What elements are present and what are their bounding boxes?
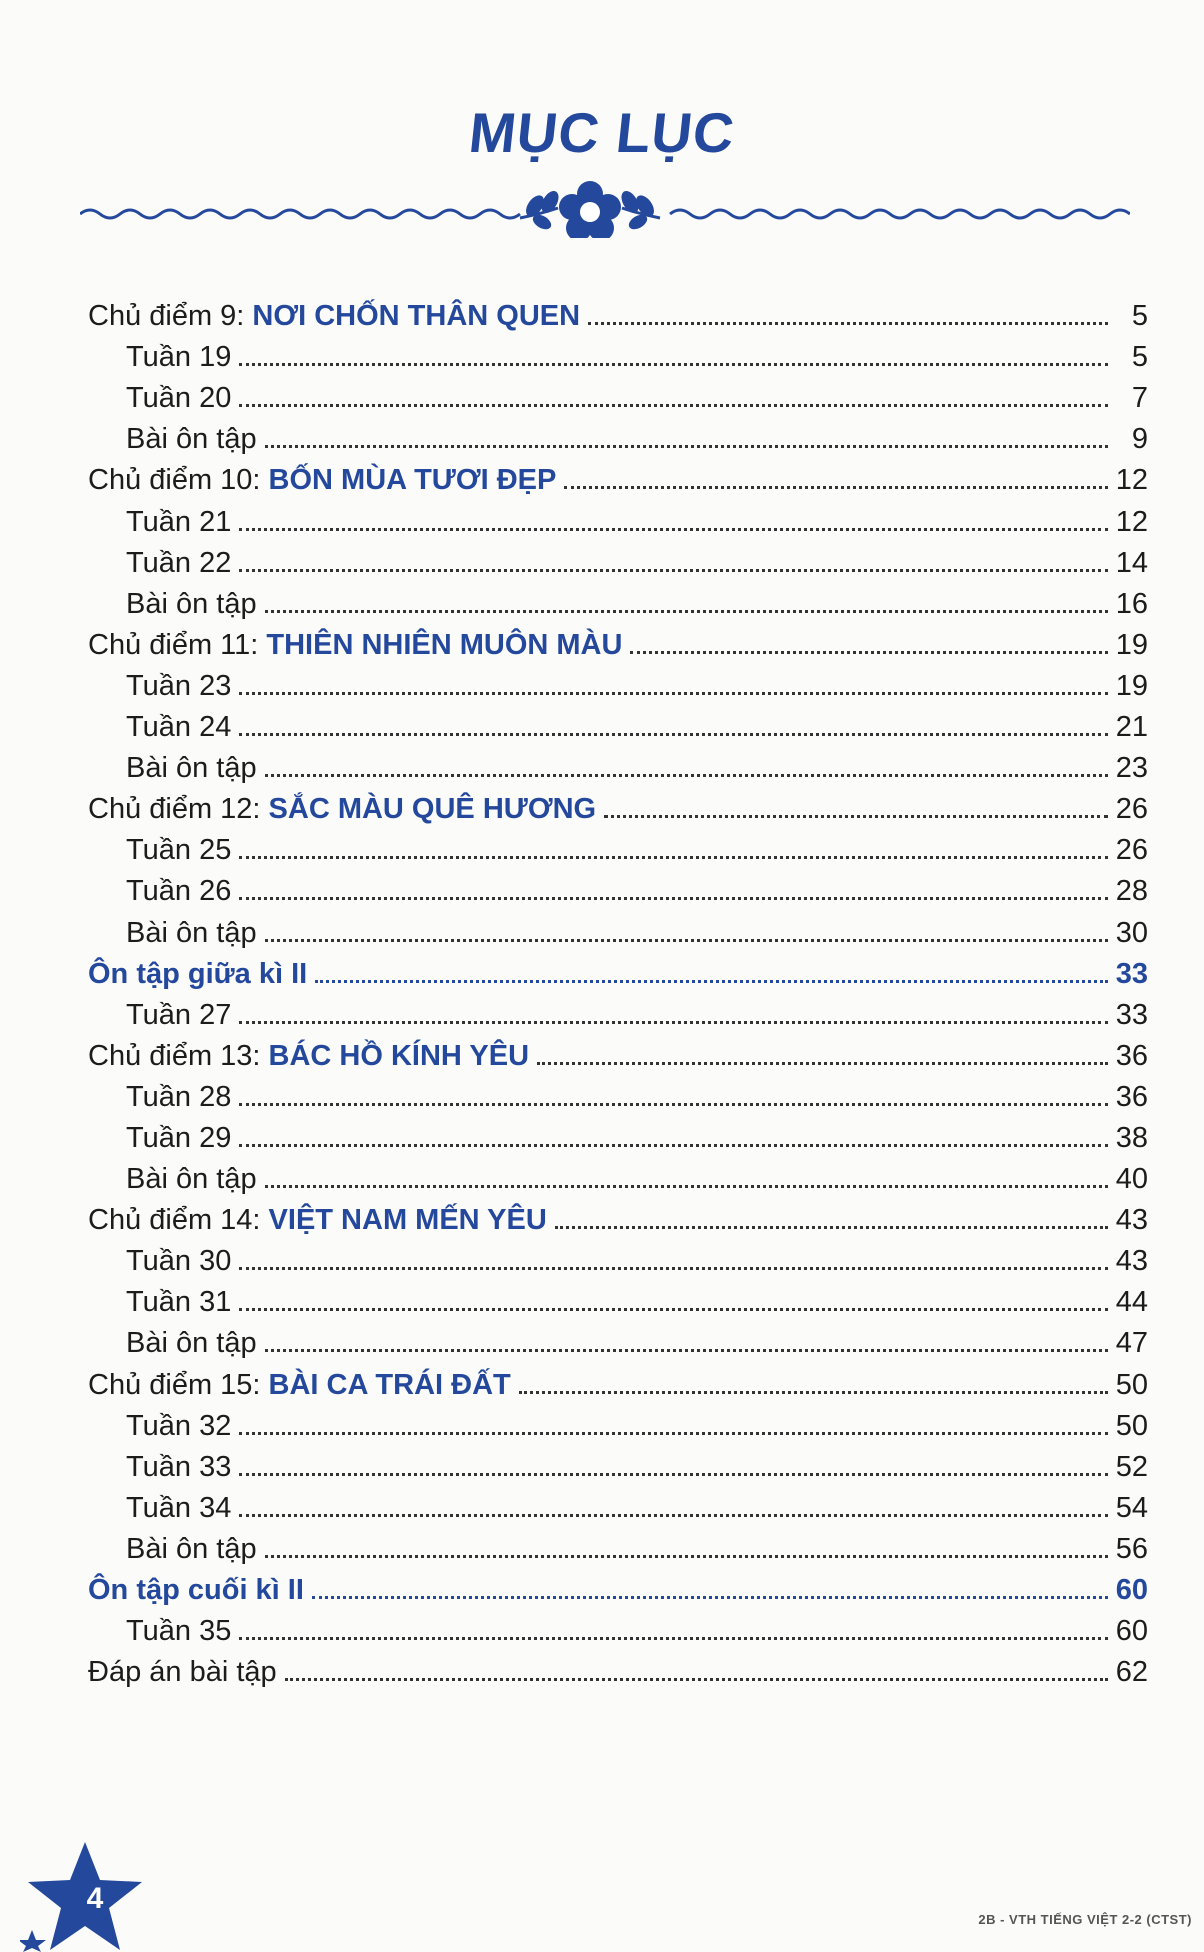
toc-entry[interactable] <box>88 374 1148 415</box>
toc-entry[interactable] <box>88 1237 1148 1278</box>
entry-page-number: 44 <box>1115 1286 1148 1319</box>
dot-leader <box>604 815 1108 818</box>
entry-page-number: 9 <box>1131 423 1148 456</box>
entry-page-number: 16 <box>1115 587 1148 620</box>
toc-entry[interactable] <box>88 539 1148 580</box>
entry-page-number: 62 <box>1115 1656 1148 1689</box>
chapter-topic: VIỆT NAM MẾN YÊU <box>268 1204 547 1237</box>
chapter-label <box>88 1039 529 1073</box>
entry-page-number: 54 <box>1115 1491 1148 1524</box>
entry-page-number: 7 <box>1131 382 1148 415</box>
dot-leader <box>239 1473 1108 1476</box>
toc-entry[interactable] <box>88 867 1148 908</box>
chapter-prefix: Chủ điểm 11: <box>88 628 267 661</box>
dot-leader <box>315 980 1108 983</box>
toc-entry[interactable] <box>88 1278 1148 1319</box>
dot-leader <box>588 322 1108 325</box>
chapter-label <box>88 299 580 333</box>
entry-page-number: 33 <box>1115 998 1148 1031</box>
entry-page-number: 33 <box>1115 957 1148 990</box>
toc-entry[interactable] <box>88 908 1148 949</box>
dot-leader <box>239 1144 1108 1147</box>
dot-leader <box>239 1267 1108 1270</box>
toc-entry[interactable] <box>88 1319 1148 1360</box>
entry-page-number: 60 <box>1115 1574 1148 1606</box>
wavy-line-left <box>80 210 520 218</box>
toc-entry[interactable] <box>88 1443 1148 1484</box>
entry-page-number: 12 <box>1115 464 1148 497</box>
toc-entry[interactable] <box>88 1114 1148 1155</box>
toc-entry[interactable] <box>88 662 1148 703</box>
entry-label: Tuần 26 <box>126 875 232 908</box>
dot-leader <box>265 939 1108 942</box>
toc-entry[interactable] <box>88 415 1148 456</box>
entry-label: Tuần 34 <box>126 1491 232 1524</box>
dot-leader <box>630 651 1108 654</box>
toc-entry[interactable] <box>88 292 1148 333</box>
dot-leader <box>537 1062 1108 1065</box>
dot-leader <box>239 692 1108 695</box>
dot-leader <box>564 486 1108 489</box>
entry-label: Bài ôn tập <box>126 1163 257 1196</box>
toc-entry[interactable] <box>88 1155 1148 1196</box>
entry-page-number: 60 <box>1115 1615 1148 1648</box>
page-title: MỤC LỤC <box>466 101 738 164</box>
entry-page-number: 56 <box>1115 1532 1148 1565</box>
entry-page-number: 38 <box>1115 1121 1148 1154</box>
wavy-line-right <box>670 210 1130 218</box>
dot-leader <box>265 445 1108 448</box>
entry-label: Tuần 35 <box>126 1615 232 1648</box>
chapter-prefix: Chủ điểm 12: <box>88 793 269 826</box>
toc-entry[interactable] <box>88 1607 1148 1648</box>
toc-entry[interactable] <box>88 991 1148 1032</box>
entry-label: Tuần 24 <box>126 711 232 744</box>
entry-page-number: 23 <box>1115 752 1148 785</box>
entry-page-number: 26 <box>1115 834 1148 867</box>
dot-leader <box>555 1226 1108 1229</box>
chapter-label <box>88 792 596 826</box>
entry-page-number: 28 <box>1115 875 1148 908</box>
entry-label: Đáp án bài tập <box>88 1656 277 1689</box>
page-number: 4 <box>86 1882 104 1915</box>
toc-entry[interactable] <box>88 456 1148 497</box>
entry-page-number: 50 <box>1115 1409 1148 1442</box>
toc-entry[interactable] <box>88 621 1148 662</box>
entry-label: Tuần 31 <box>126 1286 232 1319</box>
dot-leader <box>239 404 1108 407</box>
chapter-label <box>88 628 622 662</box>
entry-page-number: 19 <box>1115 669 1148 702</box>
entry-page-number: 30 <box>1115 916 1148 949</box>
chapter-prefix: Chủ điểm 14: <box>88 1204 269 1237</box>
dot-leader <box>239 1514 1108 1517</box>
chapter-prefix: Chủ điểm 9: <box>88 300 253 333</box>
toc-entry[interactable] <box>88 1648 1148 1689</box>
toc-entry[interactable] <box>88 950 1148 991</box>
entry-label: Tuần 28 <box>126 1080 232 1113</box>
entry-label: Bài ôn tập <box>126 1532 257 1565</box>
toc-entry[interactable] <box>88 333 1148 374</box>
chapter-label <box>88 1203 547 1237</box>
entry-page-number: 43 <box>1115 1204 1148 1237</box>
chapter-topic: SẮC MÀU QUÊ HƯƠNG <box>268 793 597 826</box>
footer-book-code: 2B - VTH TIẾNG VIỆT 2-2 (CTST) <box>978 1912 1192 1927</box>
toc-entry[interactable] <box>88 744 1148 785</box>
entry-page-number: 36 <box>1115 1080 1148 1113</box>
leaf-sprig-left-icon <box>520 188 562 232</box>
chapter-topic: BÀI CA TRÁI ĐẤT <box>268 1368 511 1401</box>
entry-label: Tuần 30 <box>126 1245 232 1278</box>
dot-leader <box>239 569 1108 572</box>
chapter-label <box>88 1368 511 1402</box>
chapter-topic: BÁC HỒ KÍNH YÊU <box>268 1039 530 1072</box>
entry-page-number: 50 <box>1115 1368 1148 1401</box>
entry-label: Bài ôn tập <box>126 587 257 620</box>
toc-entry[interactable] <box>88 580 1148 621</box>
entry-page-number: 36 <box>1115 1039 1148 1072</box>
table-of-contents <box>88 292 1148 1689</box>
entry-page-number: 19 <box>1115 628 1148 661</box>
toc-entry[interactable] <box>88 497 1148 538</box>
dot-leader <box>239 528 1108 531</box>
chapter-label <box>88 463 556 497</box>
flower-icon <box>559 181 621 238</box>
entry-page-number: 40 <box>1115 1163 1148 1196</box>
entry-page-number: 47 <box>1115 1327 1148 1360</box>
review-label: Ôn tập cuối kì II <box>88 1574 304 1606</box>
entry-page-number: 14 <box>1115 546 1148 579</box>
chapter-prefix: Chủ điểm 10: <box>88 464 269 497</box>
dot-leader <box>312 1596 1108 1599</box>
entry-label: Bài ôn tập <box>126 423 257 456</box>
dot-leader <box>239 363 1108 366</box>
entry-label: Tuần 33 <box>126 1450 232 1483</box>
entry-label: Bài ôn tập <box>126 752 257 785</box>
entry-page-number: 12 <box>1115 505 1148 538</box>
chapter-topic: THIÊN NHIÊN MUÔN MÀU <box>266 628 623 661</box>
toc-entry[interactable] <box>88 826 1148 867</box>
flower-divider-ornament <box>80 178 1130 238</box>
entry-page-number: 5 <box>1131 300 1148 333</box>
dot-leader <box>239 897 1108 900</box>
chapter-topic: BỐN MÙA TƯƠI ĐẸP <box>268 464 557 497</box>
entry-label: Tuần 32 <box>126 1409 232 1442</box>
dot-leader <box>239 856 1108 859</box>
chapter-prefix: Chủ điểm 15: <box>88 1368 269 1401</box>
dot-leader <box>265 610 1108 613</box>
toc-entry[interactable] <box>88 1484 1148 1525</box>
entry-page-number: 26 <box>1115 793 1148 826</box>
entry-label: Tuần 22 <box>126 546 232 579</box>
dot-leader <box>239 733 1108 736</box>
toc-entry[interactable] <box>88 1032 1148 1073</box>
dot-leader <box>285 1678 1108 1681</box>
entry-page-number: 43 <box>1115 1245 1148 1278</box>
entry-page-number: 52 <box>1115 1450 1148 1483</box>
entry-page-number: 5 <box>1131 341 1148 374</box>
entry-page-number: 21 <box>1115 711 1148 744</box>
toc-entry[interactable] <box>88 1402 1148 1443</box>
dot-leader <box>239 1637 1108 1640</box>
dot-leader <box>265 774 1108 777</box>
entry-label: Tuần 20 <box>126 382 232 415</box>
toc-entry[interactable] <box>88 785 1148 826</box>
entry-label: Tuần 29 <box>126 1121 232 1154</box>
toc-entry[interactable] <box>88 1073 1148 1114</box>
dot-leader <box>265 1349 1108 1352</box>
dot-leader <box>239 1103 1108 1106</box>
dot-leader <box>265 1185 1108 1188</box>
toc-entry[interactable] <box>88 1196 1148 1237</box>
dot-leader <box>239 1432 1108 1435</box>
entry-label: Tuần 25 <box>126 834 232 867</box>
chapter-prefix: Chủ điểm 13: <box>88 1039 269 1072</box>
toc-entry[interactable] <box>88 703 1148 744</box>
dot-leader <box>239 1021 1108 1024</box>
toc-entry[interactable] <box>88 1525 1148 1566</box>
toc-entry[interactable] <box>88 1360 1148 1401</box>
entry-label: Tuần 23 <box>126 669 232 702</box>
entry-label: Bài ôn tập <box>126 1327 257 1360</box>
leaf-sprig-right-icon <box>618 188 660 232</box>
chapter-topic: NƠI CHỐN THÂN QUEN <box>252 300 581 333</box>
dot-leader <box>265 1555 1108 1558</box>
entry-label: Tuần 21 <box>126 505 232 538</box>
dot-leader <box>519 1391 1108 1394</box>
entry-label: Tuần 19 <box>126 341 232 374</box>
entry-label: Tuần 27 <box>126 998 232 1031</box>
review-label: Ôn tập giữa kì II <box>88 957 308 990</box>
dot-leader <box>239 1308 1108 1311</box>
toc-entry[interactable] <box>88 1566 1148 1607</box>
entry-label: Bài ôn tập <box>126 916 257 949</box>
